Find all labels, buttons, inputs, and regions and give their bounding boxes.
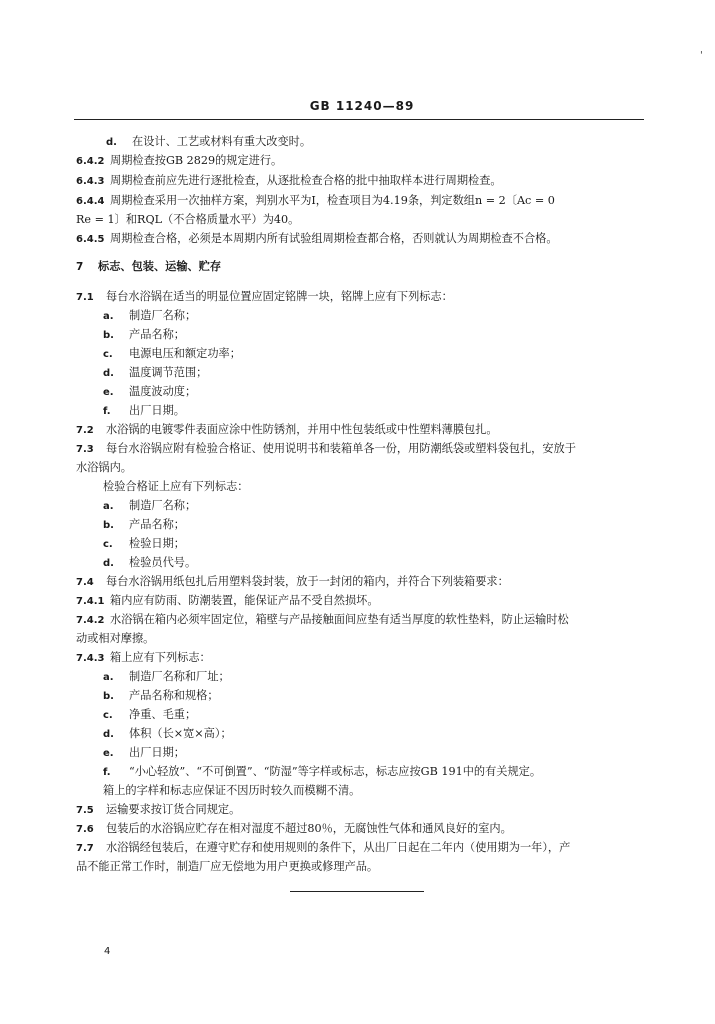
clause-7-5: 7.5 运输要求按订货合同规定。 xyxy=(76,803,241,816)
list-item: d. 体积（长×宽×高）； xyxy=(103,727,232,740)
list-item: c. 净重、毛重； xyxy=(103,708,197,721)
list-item: f. 出厂日期。 xyxy=(103,404,185,417)
clause-7-4-3: 7.4.3 箱上应有下列标志： xyxy=(76,651,211,664)
list-item: a. 制造厂名称； xyxy=(103,499,197,512)
list-item: d. 温度调节范围； xyxy=(103,366,208,379)
clause-7-3-cont: 水浴锅内。 xyxy=(76,461,132,474)
list-item: b. 产品名称和规格； xyxy=(103,689,219,702)
list-item: e. 温度波动度； xyxy=(103,385,197,398)
page-number: 4 xyxy=(104,946,111,957)
clause-6-4-5: 6.4.5 周期检查合格，必须是本周期内所有试验组周期检查都合格，否则就认为周期检查不合格。 xyxy=(76,232,558,245)
end-of-standard-rule xyxy=(290,891,424,892)
section-7-heading: 7 标志、包装、运输、贮存 xyxy=(76,260,222,273)
clause-6-4-2: 6.4.2 周期检查按GB 2829的规定进行。 xyxy=(76,154,283,167)
list-item: b. 产品名称； xyxy=(103,518,185,531)
list-item: a. 制造厂名称； xyxy=(103,309,197,322)
clause-7-7-cont: 品不能正常工作时，制造厂应无偿地为用户更换或修理产品。 xyxy=(76,860,379,873)
clause-7-3: 7.3 每台水浴锅应附有检验合格证、使用说明书和装箱单各一份，用防潮纸袋或塑料袋包扎，安放于 xyxy=(76,442,576,455)
clause-7-4-2-cont: 动或相对摩擦。 xyxy=(76,632,155,645)
clause-6-4-4-cont: Re = 1〕和RQL（不合格质量水平）为40。 xyxy=(76,213,300,226)
header-rule xyxy=(74,119,644,120)
edge-mark: ' xyxy=(700,50,703,61)
list-item: d. 在设计、工艺或材料有重大改变时。 xyxy=(106,135,312,148)
clause-7-4-2: 7.4.2 水浴锅在箱内必须牢固定位，箱壁与产品接触面间应垫有适当厚度的软性垫料，防止运输时松 xyxy=(76,613,569,626)
paragraph: 检验合格证上应有下列标志： xyxy=(103,480,249,493)
list-item: f. “小心轻放”、“不可倒置”、“防湿”等字样或标志，标志应按GB 191中的有关规定。 xyxy=(103,765,542,778)
clause-6-4-4: 6.4.4 周期检查采用一次抽样方案，判别水平为Ⅰ，检查项目为4.19条，判定数组n = 2〔Ac = 0 xyxy=(76,194,555,207)
clause-7-2: 7.2 水浴锅的电镀零件表面应涂中性防锈剂，并用中性包装纸或中性塑料薄膜包扎。 xyxy=(76,423,498,436)
list-item: c. 检验日期； xyxy=(103,537,185,550)
clause-7-4-1: 7.4.1 箱内应有防雨、防潮装置，能保证产品不受自然损坏。 xyxy=(76,594,379,607)
standard-number-header: GB 11240—89 xyxy=(309,99,415,113)
clause-6-4-3: 6.4.3 周期检查前应先进行逐批检查，从逐批检查合格的批中抽取样本进行周期检查。 xyxy=(76,174,502,187)
paragraph: 箱上的字样和标志应保证不因历时较久而模糊不清。 xyxy=(103,784,361,797)
clause-7-1: 7.1 每台水浴锅在适当的明显位置应固定铭牌一块，铭牌上应有下列标志： xyxy=(76,290,453,303)
list-item: e. 出厂日期； xyxy=(103,746,185,759)
clause-7-4: 7.4 每台水浴锅用纸包扎后用塑料袋封装，放于一封闭的箱内，并符合下列装箱要求： xyxy=(76,575,509,588)
list-item: a. 制造厂名称和厂址； xyxy=(103,670,230,683)
list-item: d. 检验员代号。 xyxy=(103,556,197,569)
list-item: c. 电源电压和额定功率； xyxy=(103,347,241,360)
clause-7-6: 7.6 包装后的水浴锅应贮存在相对湿度不超过80％，无腐蚀性气体和通风良好的室内。 xyxy=(76,822,512,835)
clause-7-7: 7.7 水浴锅经包装后，在遵守贮存和使用规则的条件下，从出厂日起在二年内（使用期为一年），产 xyxy=(76,841,571,854)
list-item: b. 产品名称； xyxy=(103,328,185,341)
